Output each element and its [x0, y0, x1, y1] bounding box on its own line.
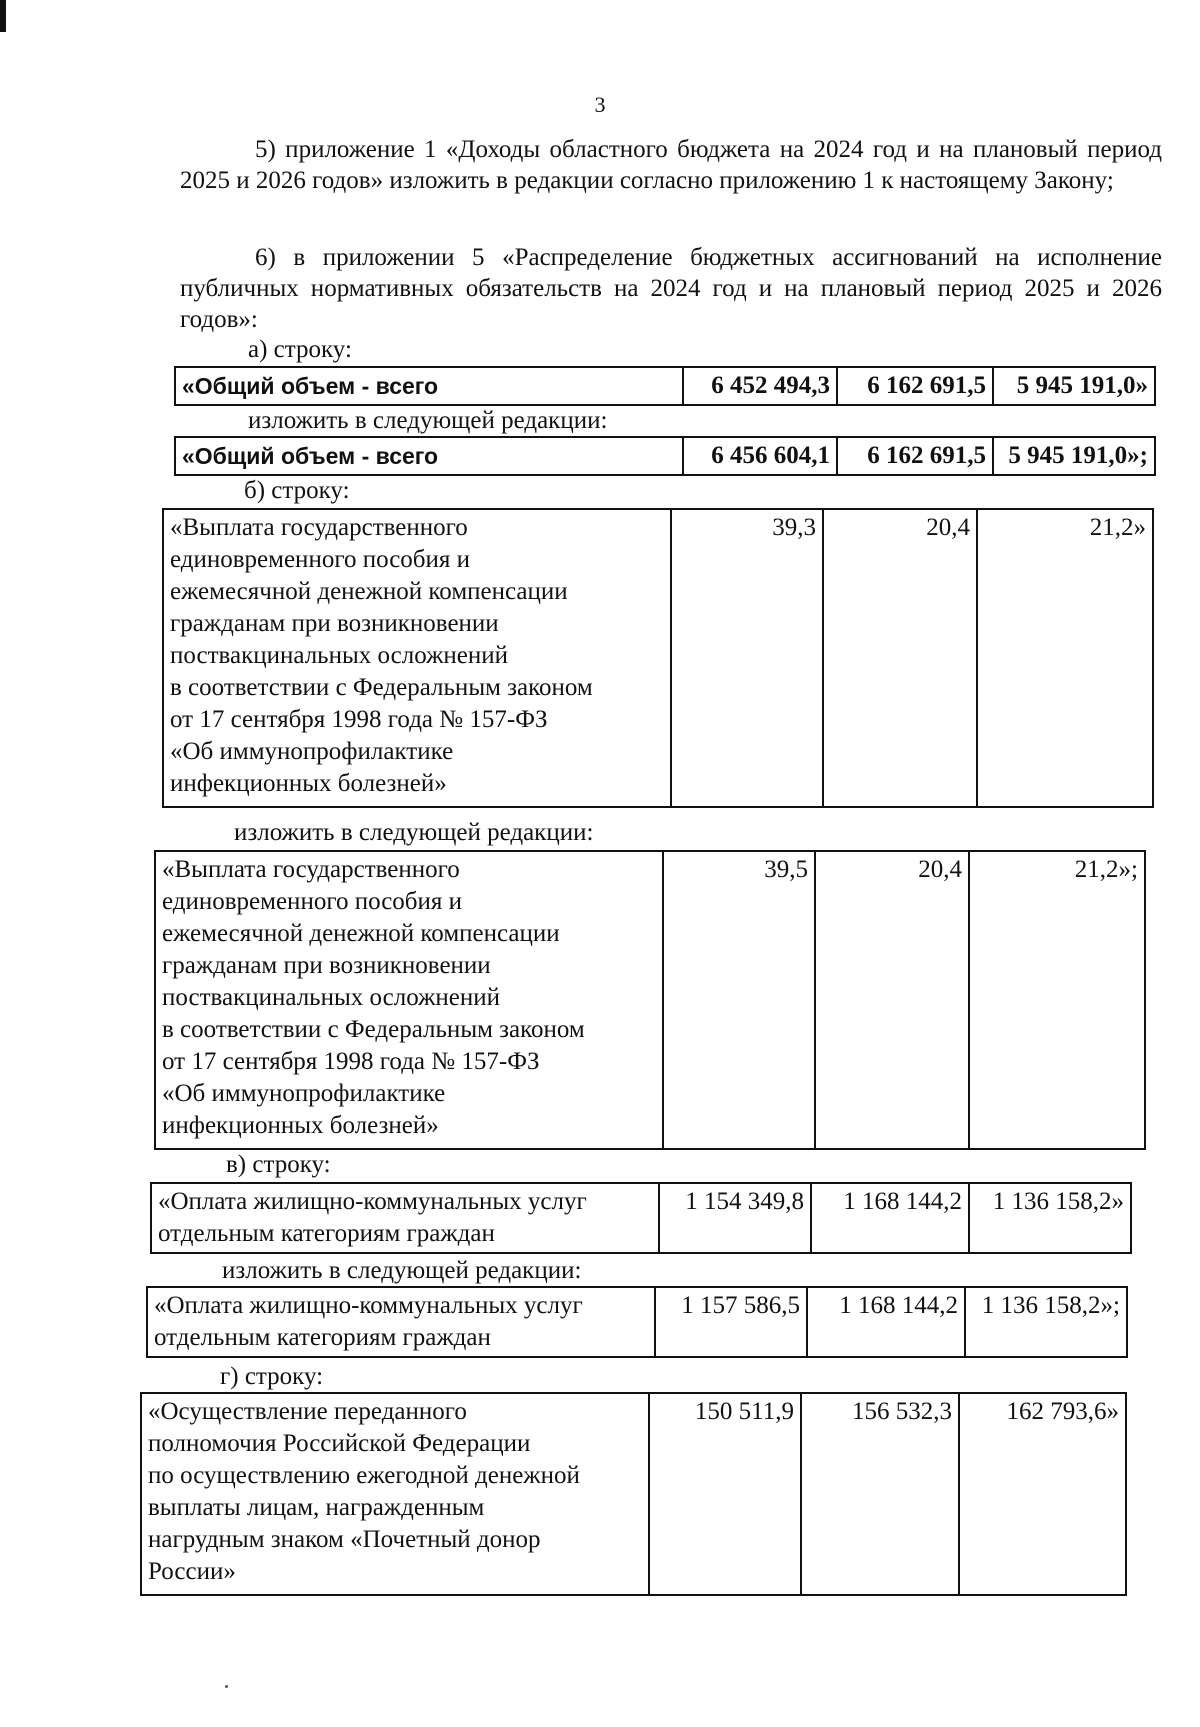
table-row [155, 851, 1145, 1149]
row-name: «Выплата государственного единовременного пособия и ежемесячной денежной компенсации гражданам при возникновении поствакцинальных осложнений в соответствии с Федеральным законом от 17 сентября 1998 года № 157-ФЗ «Об иммунопрофилактике инфекционных болезней» [163, 509, 671, 807]
row-name: «Выплата государственного единовременного пособия и ежемесячной денежной компенсации гражданам при возникновении поствакцинальных осложнений в соответствии с Федеральным законом от 17 сентября 1998 года № 157-ФЗ «Об иммунопрофилактике инфекционных болезней» [155, 851, 663, 1149]
value-2024: 1 157 586,5 [655, 1287, 807, 1357]
table-v-old [150, 1182, 1132, 1254]
label-v: в) строку: [226, 1151, 331, 1178]
label-b: б) строку: [244, 477, 350, 504]
value-2025: 6 162 691,5 [837, 367, 993, 405]
value-2026: 1 136 158,2» [969, 1183, 1131, 1253]
label-a: а) строку: [248, 336, 352, 363]
table-row [175, 367, 1155, 405]
page-number: 3 [594, 92, 606, 117]
table-a-new [174, 436, 1156, 476]
value-2024: 6 456 604,1 [683, 437, 837, 475]
table-b-old [162, 508, 1154, 808]
item-5-paragraph [180, 134, 1162, 196]
value-2026: 5 945 191,0»; [993, 437, 1155, 475]
table-row [151, 1183, 1131, 1253]
item-6-paragraph [180, 242, 1162, 335]
row-name: «Общий объем - всего [175, 437, 683, 475]
table-row [141, 1393, 1126, 1595]
value-2025: 156 532,3 [801, 1393, 959, 1595]
label-new-b: изложить в следующей редакции: [234, 819, 594, 846]
table-a-old [174, 366, 1156, 406]
value-2024: 39,5 [663, 851, 815, 1149]
table-v-new [146, 1286, 1128, 1358]
item-5-text: 5) приложение 1 «Доходы областного бюджета на 2024 год и на плановый период 2025 и 2026 годов» изложить в редакции согласно приложению 1 к настоящему Закону; [180, 136, 1162, 194]
scan-speck [225, 1685, 228, 1688]
row-name: «Осуществление переданного полномочия Российской Федерации по осуществлению ежегодной денежной выплаты лицам, награжденным нагрудным знаком «Почетный донор России» [141, 1393, 649, 1595]
value-2024: 150 511,9 [649, 1393, 801, 1595]
table-g-old [140, 1392, 1127, 1596]
value-2024: 39,3 [671, 509, 823, 807]
value-2025: 1 168 144,2 [811, 1183, 969, 1253]
row-name: «Общий объем - всего [175, 367, 683, 405]
scan-edge-mark [0, 0, 6, 32]
row-name: «Оплата жилищно-коммунальных услуг отдельным категориям граждан [147, 1287, 655, 1357]
value-2025: 1 168 144,2 [807, 1287, 965, 1357]
value-2025: 6 162 691,5 [837, 437, 993, 475]
value-2026: 21,2»; [969, 851, 1145, 1149]
table-row [175, 437, 1155, 475]
table-row [147, 1287, 1127, 1357]
table-row [163, 509, 1153, 807]
row-name: «Оплата жилищно-коммунальных услуг отдельным категориям граждан [151, 1183, 659, 1253]
value-2024: 1 154 349,8 [659, 1183, 811, 1253]
label-new-v: изложить в следующей редакции: [222, 1257, 582, 1284]
value-2026: 21,2» [977, 509, 1153, 807]
label-g: г) строку: [220, 1363, 324, 1390]
table-b-new [154, 850, 1146, 1150]
item-6-text: 6) в приложении 5 «Распределение бюджетных ассигнований на исполнение публичных нормативных обязательств на 2024 год и на плановый период 2025 и 2026 годов»: [180, 244, 1162, 333]
value-2026: 162 793,6» [959, 1393, 1126, 1595]
value-2025: 20,4 [823, 509, 977, 807]
value-2024: 6 452 494,3 [683, 367, 837, 405]
value-2025: 20,4 [815, 851, 969, 1149]
label-new-a: изложить в следующей редакции: [248, 407, 608, 434]
value-2026: 1 136 158,2»; [965, 1287, 1127, 1357]
value-2026: 5 945 191,0» [993, 367, 1155, 405]
